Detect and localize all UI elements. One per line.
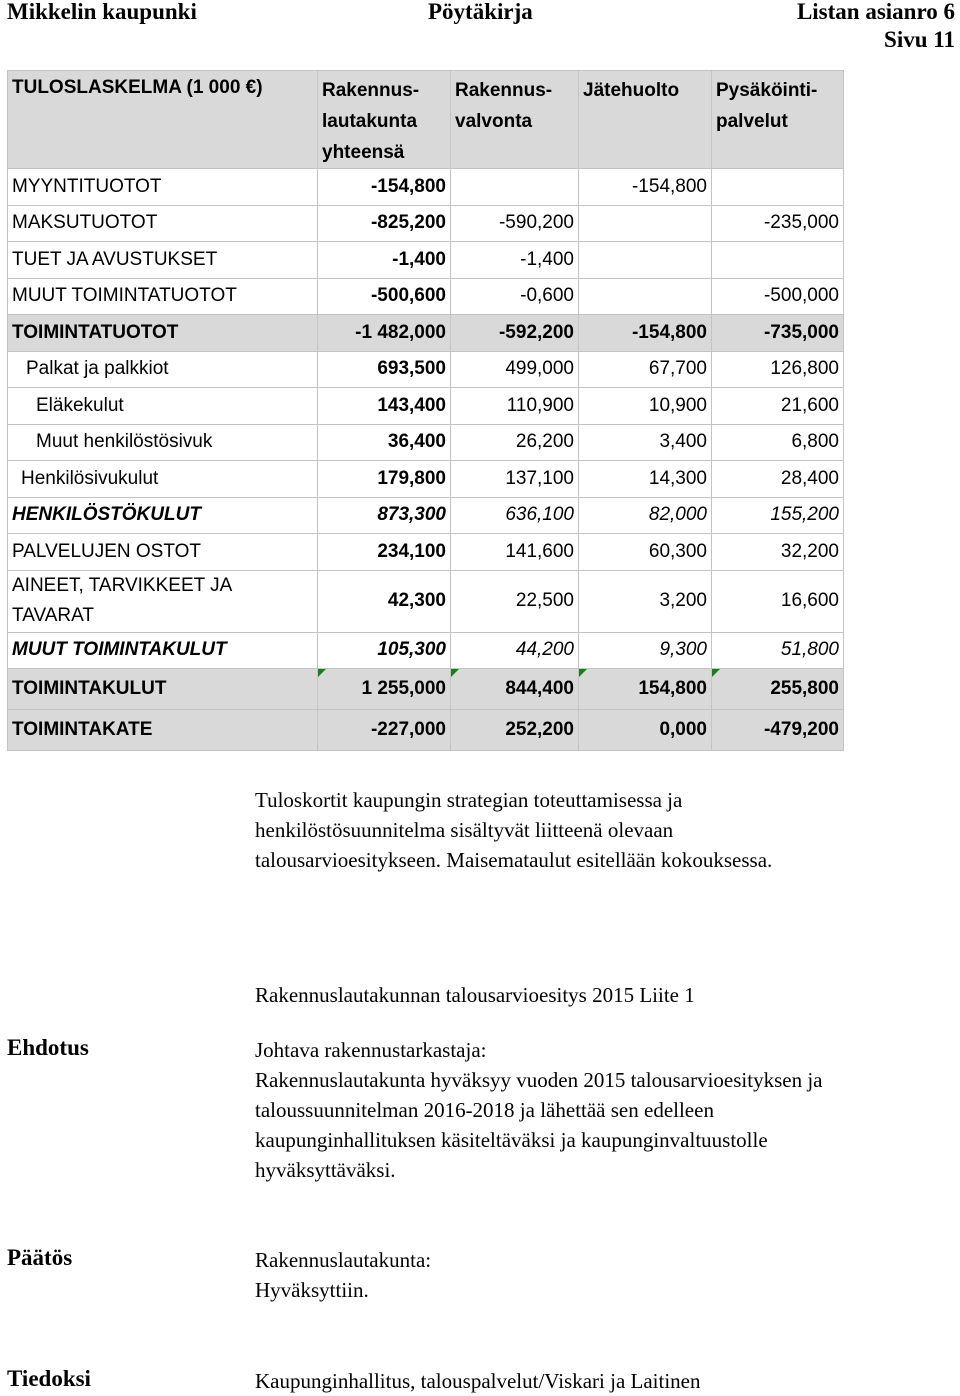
cell-parking: -735,000 (712, 315, 844, 352)
cell-building-control: 844,400 (451, 669, 579, 710)
cell-parking: 16,600 (712, 570, 844, 632)
cell-parking: -479,200 (712, 710, 844, 751)
cell-parking: 6,800 (712, 424, 844, 461)
table-row (8, 388, 844, 425)
cell-waste (579, 278, 712, 315)
cell-parking: 126,800 (712, 351, 844, 388)
cell-waste: 14,300 (579, 461, 712, 498)
table-row (8, 169, 844, 206)
page-header (7, 0, 955, 56)
table-row (8, 424, 844, 461)
organization-name: Mikkelin kaupunki (7, 0, 197, 24)
column-header-building-control: Rakennus- valvonta (451, 71, 579, 169)
table-row (8, 710, 844, 751)
cell-waste (579, 242, 712, 279)
row-label: AINEET, TARVIKKEET JA TAVARAT (8, 570, 318, 632)
note-line: talousarvioesitykseen. Maisemataulut esitellään kokouksessa. (255, 848, 773, 872)
table-row (8, 461, 844, 498)
cell-parking (712, 242, 844, 279)
document-type: Pöytäkirja (428, 0, 533, 24)
cell-parking: 32,200 (712, 534, 844, 571)
column-header-label: TULOSLASKELMA (1 000 €) (8, 71, 318, 169)
row-label: Henkilösivukulut (8, 461, 318, 498)
section-label-tiedoksi: Tiedoksi (7, 1366, 91, 1391)
row-label: MUUT TOIMINTATUOTOT (8, 278, 318, 315)
cell-total: 36,400 (318, 424, 451, 461)
row-label: MYYNTITUOTOT (8, 169, 318, 206)
row-label: TUET JA AVUSTUKSET (8, 242, 318, 279)
cell-waste: -154,800 (579, 315, 712, 352)
table-row (8, 242, 844, 279)
proposal-line: hyväksyttäväksi. (255, 1158, 396, 1182)
row-label: TOIMINTAKULUT (8, 669, 318, 710)
section-body-tiedoksi (255, 1366, 955, 1396)
cell-parking (712, 169, 844, 206)
table-row (8, 278, 844, 315)
cell-waste: 0,000 (579, 710, 712, 751)
table-row (8, 669, 844, 710)
cell-total: -227,000 (318, 710, 451, 751)
cell-total: -500,600 (318, 278, 451, 315)
cell-parking: -235,000 (712, 205, 844, 242)
table-row (8, 351, 844, 388)
table-row (8, 534, 844, 571)
section-body-paatos (255, 1245, 955, 1305)
cell-building-control: 499,000 (451, 351, 579, 388)
cell-total: 105,300 (318, 632, 451, 669)
income-statement-table (7, 70, 843, 751)
row-label: TOIMINTATUOTOT (8, 315, 318, 352)
proposal-line: taloussuunnitelman 2016-2018 ja lähettää sen edelleen (255, 1098, 714, 1122)
proposer-line: Johtava rakennustarkastaja: (255, 1038, 487, 1062)
cell-building-control: 26,200 (451, 424, 579, 461)
cell-total: 873,300 (318, 497, 451, 534)
cell-total: 42,300 (318, 570, 451, 632)
cell-waste: 82,000 (579, 497, 712, 534)
cell-building-control: 44,200 (451, 632, 579, 669)
cell-building-control: 252,200 (451, 710, 579, 751)
row-label: Muut henkilöstösivuk (8, 424, 318, 461)
cell-waste (579, 205, 712, 242)
cell-total: -825,200 (318, 205, 451, 242)
cell-parking: 155,200 (712, 497, 844, 534)
note-line: Tuloskortit kaupungin strategian toteuttamisessa ja (255, 788, 683, 812)
row-label: Palkat ja palkkiot (8, 351, 318, 388)
cell-parking: 28,400 (712, 461, 844, 498)
section-label-paatos: Päätös (7, 1245, 73, 1270)
decision-body-line: Rakennuslautakunta: (255, 1248, 432, 1272)
cell-parking: -500,000 (712, 278, 844, 315)
row-label: Eläkekulut (8, 388, 318, 425)
column-header-waste: Jätehuolto (579, 71, 712, 169)
table-row (8, 315, 844, 352)
row-label: PALVELUJEN OSTOT (8, 534, 318, 571)
note-paragraph (255, 785, 895, 875)
cell-waste: 3,200 (579, 570, 712, 632)
list-number: Listan asianro 6 (796, 0, 955, 24)
cell-building-control: 636,100 (451, 497, 579, 534)
decision-line: Hyväksyttiin. (255, 1278, 369, 1302)
cell-building-control: 22,500 (451, 570, 579, 632)
cell-parking: 51,800 (712, 632, 844, 669)
column-header-total: Rakennus- lautakunta yhteensä (318, 71, 451, 169)
cell-building-control: 141,600 (451, 534, 579, 571)
cell-total: 693,500 (318, 351, 451, 388)
cell-building-control (451, 169, 579, 206)
table-header-row (8, 71, 844, 169)
cell-waste: 67,700 (579, 351, 712, 388)
note-line: henkilöstösuunnitelma sisältyvät liitteenä olevaan (255, 818, 674, 842)
cell-building-control: -0,600 (451, 278, 579, 315)
cell-building-control: -590,200 (451, 205, 579, 242)
row-label: MUUT TOIMINTAKULUT (8, 632, 318, 669)
proposal-line: kaupunginhallituksen käsiteltäväksi ja kaupunginvaltuustolle (255, 1128, 768, 1152)
distribution-line: Kaupunginhallitus, talouspalvelut/Viskari ja Laitinen (255, 1369, 701, 1393)
cell-building-control: -1,400 (451, 242, 579, 279)
cell-waste: 3,400 (579, 424, 712, 461)
cell-total: -1,400 (318, 242, 451, 279)
row-label: TOIMINTAKATE (8, 710, 318, 751)
cell-total: 143,400 (318, 388, 451, 425)
cell-building-control: 110,900 (451, 388, 579, 425)
cell-parking: 255,800 (712, 669, 844, 710)
row-label: MAKSUTUOTOT (8, 205, 318, 242)
table-row (8, 497, 844, 534)
attachment-title: Rakennuslautakunnan talousarvioesitys 2015 Liite 1 (255, 983, 695, 1007)
proposal-line: Rakennuslautakunta hyväksyy vuoden 2015 talousarvioesityksen ja (255, 1068, 823, 1092)
section-body-ehdotus (255, 1035, 955, 1185)
cell-building-control: 137,100 (451, 461, 579, 498)
column-header-parking: Pysäköinti- palvelut (712, 71, 844, 169)
cell-waste: -154,800 (579, 169, 712, 206)
cell-total: -154,800 (318, 169, 451, 206)
cell-parking: 21,600 (712, 388, 844, 425)
table-row (8, 570, 844, 632)
cell-waste: 10,900 (579, 388, 712, 425)
cell-total: 179,800 (318, 461, 451, 498)
cell-waste: 60,300 (579, 534, 712, 571)
cell-total: 1 255,000 (318, 669, 451, 710)
cell-total: 234,100 (318, 534, 451, 571)
table-row (8, 632, 844, 669)
cell-total: -1 482,000 (318, 315, 451, 352)
cell-waste: 154,800 (579, 669, 712, 710)
cell-waste: 9,300 (579, 632, 712, 669)
row-label: HENKILÖSTÖKULUT (8, 497, 318, 534)
cell-building-control: -592,200 (451, 315, 579, 352)
table-row (8, 205, 844, 242)
page-number: Sivu 11 (884, 27, 955, 52)
section-label-ehdotus: Ehdotus (7, 1035, 89, 1060)
